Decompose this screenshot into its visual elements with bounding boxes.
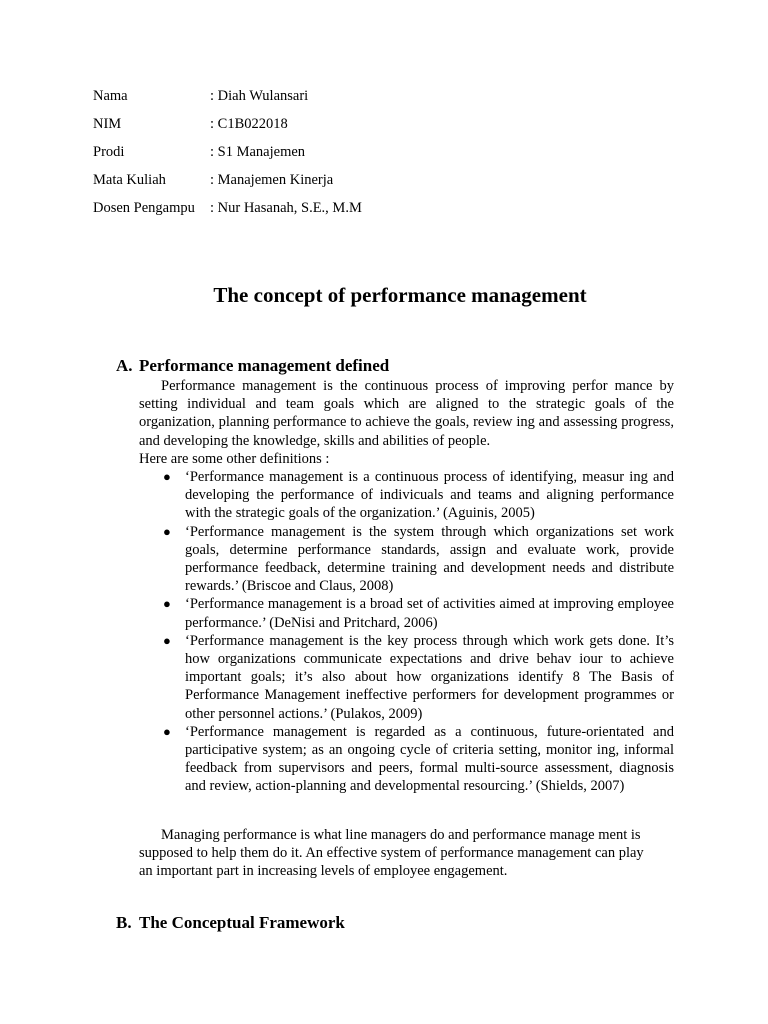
closing-paragraph: Managing performance is what line managers do and performance manage ment is supposed to help them do it. An effective system of performance management can play an important part in increasing levels of employee engagement.: [139, 827, 644, 880]
info-value: : C1B022018: [210, 116, 288, 132]
info-label: Mata Kuliah: [93, 172, 166, 188]
list-item: [139, 523, 674, 596]
section-b-heading: [116, 913, 345, 933]
section-letter: A.: [116, 356, 133, 375]
bullet-icon: ●: [163, 596, 171, 612]
info-label: Prodi: [93, 144, 125, 160]
info-value: : Manajemen Kinerja: [210, 172, 334, 188]
section-a-heading: [116, 356, 389, 376]
closing-block: [139, 826, 674, 881]
list-item: [139, 632, 674, 723]
info-row-nim: [93, 114, 362, 142]
list-item-text: ‘Performance management is regarded as a continuous, future-orientated and participative system; as an ongoing cycle of criteria setting, monitor ing, informal feedback from supervisors and peers, formal multi-source assessment, diagnosis and review, action-planning and developmental resourcing.’ (Shields, 2007): [185, 723, 674, 795]
section-letter: B.: [116, 913, 132, 932]
definitions-list: [139, 468, 674, 796]
info-label: NIM: [93, 116, 122, 132]
section-a-body: [139, 377, 674, 796]
info-value: : S1 Manajemen: [210, 144, 306, 160]
bullet-icon: ●: [163, 723, 171, 739]
info-row-mata-kuliah: [93, 170, 362, 198]
info-label: Nama: [93, 88, 128, 104]
list-item-text: ‘Performance management is a broad set of activities aimed at improving employee performance.’ (DeNisi and Pritchard, 2006): [185, 596, 674, 631]
section-heading-text: Performance management defined: [139, 356, 390, 375]
definitions-lead: Here are some other definitions :: [139, 450, 330, 467]
list-item: [139, 468, 674, 523]
intro-paragraph: Performance management is the continuous process of improving perfor mance by setting individual and team goals which are aligned to the strategic goals of the organization, planning performance to achieve the goals, review ing and assessing progress, and developing the knowledge, skills and abilities of people.: [139, 378, 674, 449]
list-item-text: ‘Performance management is a continuous process of identifying, measur ing and developing the performance of indivicuals and teams and aligning performance with the strategic goals of the organization.’ (Aguinis, 2005): [185, 469, 674, 522]
info-row-dosen: [93, 198, 362, 226]
info-row-nama: [93, 86, 362, 114]
section-heading-text: The Conceptual Framework: [139, 913, 345, 932]
student-info: [93, 86, 362, 226]
info-value: : Diah Wulansari: [210, 88, 309, 104]
bullet-icon: ●: [163, 523, 171, 539]
document-title: The concept of performance management: [213, 283, 587, 307]
info-label: Dosen Pengampu: [93, 200, 195, 216]
list-item: [139, 595, 674, 631]
bullet-icon: ●: [163, 632, 171, 648]
list-item-text: ‘Performance management is the key process through which work gets done. It’s how organizations communicate expectations and drive behav iour to achieve important goals; it’s also about how organizations identify 8 The Basis of Performance Management ineffective performers for development programmes or other personnel actions.’ (Pulakos, 2009): [185, 632, 674, 722]
list-item-text: ‘Performance management is the system through which organizations set work goals, determine performance standards, assign and evaluate work, provide performance feedback, determine training and development needs and distribute rewards.’ (Briscoe and Claus, 2008): [185, 523, 674, 595]
info-row-prodi: [93, 142, 362, 170]
list-item: [139, 723, 674, 796]
bullet-icon: ●: [163, 469, 171, 485]
info-value: : Nur Hasanah, S.E., M.M: [210, 200, 362, 216]
